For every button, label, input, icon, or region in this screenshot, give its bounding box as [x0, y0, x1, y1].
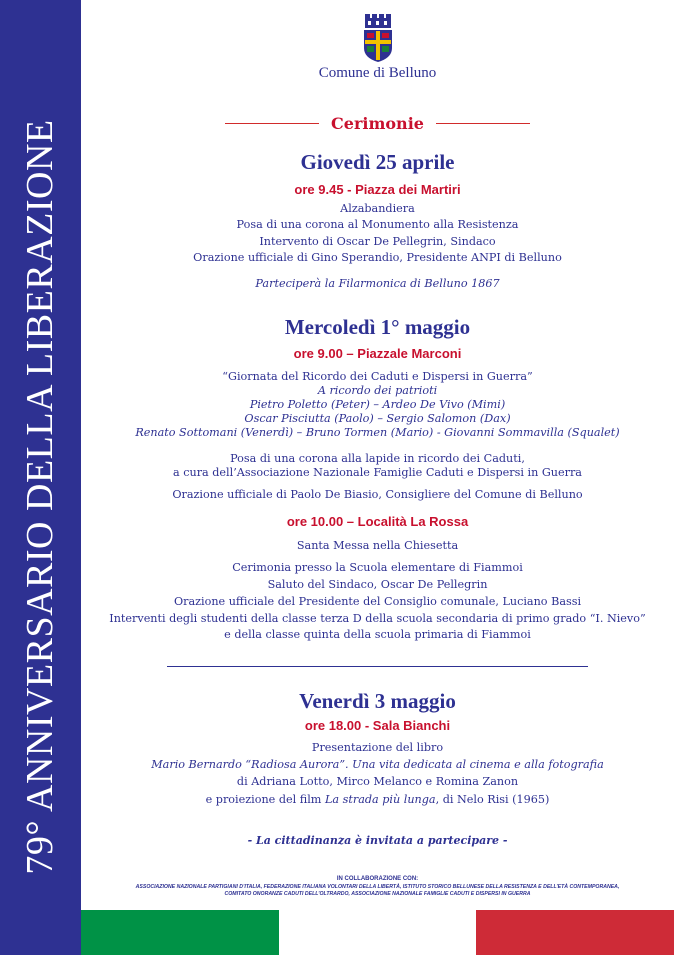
anniversary-title: 79° ANNIVERSARIO DELLA LIBERAZIONE [19, 119, 61, 875]
section-header [81, 113, 674, 133]
invitation-line: - La cittadinanza è invitata a partecipare - [247, 834, 508, 847]
collaboration-title: IN COLLABORAZIONE CON: [336, 876, 419, 882]
belluno-crest-icon [360, 12, 396, 64]
memorial-line: Oscar Pisciutta (Paolo) – Sergio Salomon (Dax) [244, 412, 511, 425]
event-day-3: Venerdì 3 maggio [299, 689, 456, 713]
memorial-line: “Giornata del Ricordo dei Caduti e Dispersi in Guerra” [222, 370, 533, 383]
event-line: a cura dell’Associazione Nazionale Famiglie Caduti e Dispersi in Guerra [173, 466, 582, 479]
right-rule [436, 123, 530, 124]
event-time-3: ore 18.00 - Sala Bianchi [304, 718, 451, 733]
italian-flag-band [81, 910, 674, 955]
event-line: Posa di una corona al Monumento alla Resistenza [236, 218, 519, 231]
film-suffix: , di Nelo Risi (1965) [435, 793, 550, 806]
school-line: Orazione ufficiale del Presidente del Consiglio comunale, Luciano Bassi [173, 595, 582, 608]
film-prefix: e proiezione del film [205, 793, 325, 806]
memorial-line: A ricordo dei patrioti [317, 384, 438, 397]
left-rule [225, 123, 319, 124]
event-line: Orazione ufficiale di Gino Sperandio, Presidente ANPI di Belluno [193, 251, 562, 264]
school-line: Saluto del Sindaco, Oscar De Pellegrin [267, 578, 488, 591]
school-line: Cerimonia presso la Scuola elementare di Fiammoi [232, 561, 523, 574]
sidebar-band [0, 0, 81, 955]
event-day-2: Mercoledì 1° maggio [284, 315, 471, 339]
book-title: Mario Bernardo “Radiosa Aurora”. Una vita dedicata al cinema e alla fotografia [151, 758, 604, 771]
event-day-1: Giovedì 25 aprile [300, 150, 455, 174]
school-line: Interventi degli studenti della classe terza D della scuola secondaria di primo grado “I. Nievo” [109, 612, 646, 625]
event-time-2b: ore 10.00 – Località La Rossa [286, 514, 469, 529]
event-time-2: ore 9.00 – Piazzale Marconi [293, 346, 462, 361]
event-line: Posa di una corona alla lapide in ricordo dei Caduti, [230, 452, 525, 465]
flag-white [279, 910, 477, 955]
section-divider [167, 666, 588, 667]
event-note: Parteciperà la Filarmonica di Belluno 1867 [255, 277, 500, 290]
book-authors: di Adriana Lotto, Mirco Melanco e Romina Zanon [236, 775, 519, 788]
event-line: Orazione ufficiale di Paolo De Biasio, Consigliere del Comune di Belluno [172, 488, 583, 501]
event-time-1: ore 9.45 - Piazza dei Martiri [294, 182, 461, 197]
memorial-line: Pietro Poletto (Peter) – Ardeo De Vivo (Mimi) [249, 398, 506, 411]
mass-line: Santa Messa nella Chiesetta [296, 539, 459, 552]
flag-red [476, 910, 674, 955]
book-intro: Presentazione del libro [311, 741, 444, 754]
event-line: Alzabandiera [340, 202, 415, 215]
municipality-name: Comune di Belluno [318, 65, 437, 81]
collaboration-line: ASSOCIAZIONE NAZIONALE PARTIGIANI D’ITALIA, FEDERAZIONE ITALIANA VOLONTARI DELLA LIBERTÀ, ISTITUTO STORICO BELLUNESE DELLA RESISTENZA E DELL’ETÀ CONTEMPORANEA, [135, 884, 620, 890]
film-title: La strada più lunga [324, 793, 436, 806]
film-line [81, 792, 674, 808]
memorial-line: Renato Sottomani (Venerdì) – Bruno Tormen (Mario) - Giovanni Sommavilla (Squalet) [135, 426, 620, 439]
collaboration-line: COMITATO ONORANZE CADUTI DELL’OLTRARDO, ASSOCIAZIONE NAZIONALE FAMIGLIE CADUTI E DISPERSI IN GUERRA [224, 891, 531, 897]
section-label: Cerimonie [331, 114, 424, 133]
main-content [81, 0, 674, 955]
event-line: Intervento di Oscar De Pellegrin, Sindaco [259, 235, 496, 248]
school-line: e della classe quinta della scuola primaria di Fiammoi [224, 628, 531, 641]
flag-green [81, 910, 279, 955]
